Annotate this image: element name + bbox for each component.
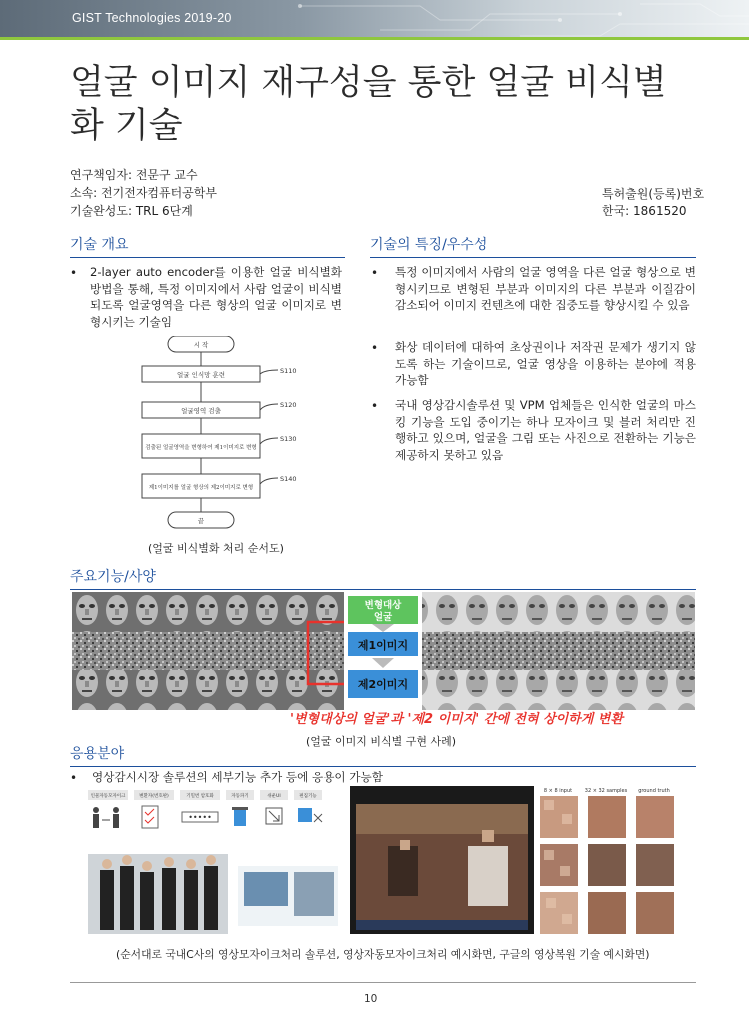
face-restoration-grid <box>540 796 674 934</box>
icon-label-0: 인물자동모자이크 <box>90 794 126 799</box>
icon-label-5: 편집기능 <box>299 794 317 799</box>
grid-label-truth: ground truth <box>638 788 670 794</box>
overview-text: 2-layer auto encoder를 이용한 얼굴 비식별화 방법을 통해, 특정 이미지에서 사람 얼굴이 비식별되도록 얼굴영역을 다른 형상의 얼굴 이미지로 변형시키는 기술임 <box>90 265 342 329</box>
flow-label-s110: S110 <box>280 367 297 375</box>
brand-text: GIST Technologies 2019-20 <box>72 11 232 25</box>
checklist-icon <box>142 806 158 828</box>
feature-item-1: 특정 이미지에서 사람의 얼굴 영역을 다른 얼굴 형상으로 변형시키므로 변형된 부분과 이미지의 다른 부분과 이질감이 감소되어 이미지 컨텐츠에 대한 집중도를 향상시킬 수 있음 <box>395 265 696 312</box>
bullet-dot: • <box>70 266 78 280</box>
edit-icon <box>298 808 322 822</box>
flow-step-end: 끝 <box>197 517 205 525</box>
footer-divider <box>70 982 696 983</box>
patent-label: 특허출원(등록)번호 <box>602 187 705 201</box>
icon-label-2: 기밀번 암호화 <box>186 794 214 799</box>
patent-number: 한국: 1861520 <box>602 204 687 218</box>
password-icon <box>182 812 218 822</box>
bullet-dot: • <box>371 399 379 413</box>
features-heading: 기술의 특징/우수성 <box>370 234 696 258</box>
application-example-images <box>88 786 686 936</box>
label-target-face-line1: 변형대상 <box>364 600 402 611</box>
flow-step-start: 시 작 <box>193 341 209 349</box>
header-band <box>0 0 749 40</box>
flow-label-s130: S130 <box>280 435 297 443</box>
flow-step-detect: 얼굴영역 검출 <box>181 407 221 415</box>
application-caption: (순서대로 국내C사의 영상모자이크처리 솔루션, 영상자동모자이크처리 예시화면, 구글의 영상복원 기술 예시화면) <box>116 948 650 961</box>
flow-label-s120: S120 <box>280 401 297 409</box>
main-function-heading: 주요기능/사양 <box>70 566 696 590</box>
arrow-box-icon <box>266 808 282 824</box>
header-accent-line <box>0 37 749 40</box>
flow-step-train: 얼굴 인식망 훈련 <box>176 371 226 379</box>
application-text: 영상감시시장 솔루션의 세부기능 추가 등에 응용이 가능함 <box>92 770 383 784</box>
research-meta <box>70 166 217 220</box>
svg-text:•••••: ••••• <box>188 813 212 822</box>
flowchart-caption: (얼굴 비식별화 처리 순서도) <box>148 542 284 555</box>
flow-step-second-image: 제1이미지를 얼굴 형상의 제2이미지로 변형 <box>148 485 254 491</box>
label-target-face-line2: 얼굴 <box>373 612 393 623</box>
bullet-dot: • <box>70 771 78 785</box>
application-heading: 응용분야 <box>70 743 696 767</box>
flowchart-diagram <box>120 336 340 536</box>
affiliation: 소속: 전기전자컴퓨터공학부 <box>70 186 217 200</box>
label-second-image: 제2이미지 <box>357 678 409 691</box>
flow-step-first-image: 검출된 얼굴영역을 변형하여 제1이미지로 변형 <box>145 445 257 451</box>
trl-level: 기술완성도: TRL 6단계 <box>70 204 193 218</box>
feature-item-3: 국내 영상감시솔루션 및 VPM 업체들은 인식한 얼굴의 마스킹 기능을 도입 중이기는 하나 모자이크 및 블러 처리만 진행하고 있으며, 얼굴을 그림 또는 사진으로 전환하는 기능은 제공하지 못하고 있음 <box>395 398 696 462</box>
icon-label-4: 쉬운UI <box>267 794 281 799</box>
page-title: 얼굴 이미지 재구성을 통한 얼굴 비식별화 기술 <box>70 63 667 146</box>
main-function-caption: (얼굴 이미지 비식별 구현 사례) <box>306 735 457 748</box>
grid-label-samples: 32 × 32 samples <box>584 788 628 794</box>
feature-item-2: 화상 데이터에 대하여 초상권이나 저작권 문제가 생기지 않도록 하는 기술이므로, 얼굴 영상을 이용하는 분야에 적용 가능함 <box>395 340 696 387</box>
icon-label-1: 변환자(번호판) <box>139 794 169 799</box>
highlight-text: '변형대상의 얼굴'과 '제2 이미지' 간에 전혀 상이하게 변환 <box>290 712 623 727</box>
bullet-dot: • <box>371 266 379 280</box>
flow-label-s140: S140 <box>280 475 297 483</box>
icon-label-3: 자동파기 <box>231 794 249 799</box>
bullet-dot: • <box>371 341 379 355</box>
face-deidentification-example-image <box>72 592 695 710</box>
grid-label-input: 8 × 8 input <box>543 788 573 794</box>
overview-heading: 기술 개요 <box>70 234 345 258</box>
patent-info <box>602 186 704 220</box>
trash-icon <box>232 807 248 826</box>
page-number: 10 <box>364 993 378 1005</box>
label-first-image: 제1이미지 <box>357 639 409 652</box>
researcher: 연구책임자: 전문구 교수 <box>70 168 198 182</box>
person-icon <box>93 807 119 828</box>
